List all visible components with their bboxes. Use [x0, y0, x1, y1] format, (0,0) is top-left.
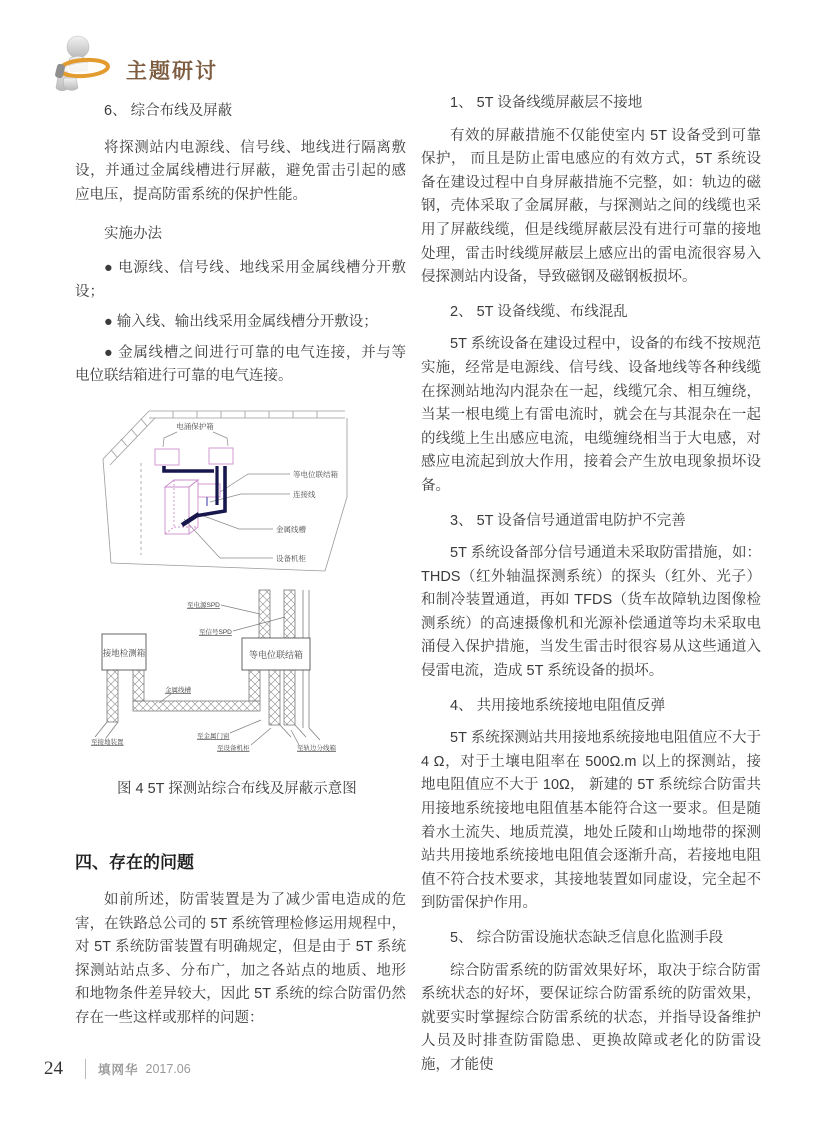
- to-trackside-box-label: 至轨边分线箱: [297, 744, 336, 752]
- bullet-item: ● 输入线、输出线采用金属线槽分开敷设；: [104, 314, 378, 331]
- page-footer: [44, 1058, 191, 1080]
- methods-title: 实施办法: [104, 226, 162, 243]
- page-header: [44, 34, 218, 92]
- metal-trough-label: 金属线槽: [165, 686, 191, 694]
- issue-5-body: 综合防雷系统的防雷效果好坏，取决于综合防雷系统状态的好坏，要保证综合防雷系统的防雷效果，就要实时掌握综合防雷系统的状态，并指导设备维护人员及时排查防雷隐患、更换故障或老化的防雷设施，才能使: [421, 962, 761, 1073]
- issue-1-body: 有效的屏蔽措施不仅能使室内 5T 设备受到可靠保护， 而且是防止雷电感应的有效方式，5T 系统设备在建设过程中自身屏蔽措施不完整，如：轨边的磁钢，壳体采取了金属屏蔽，与探测站之间的线缆也采用了屏蔽线缆，但是线缆屏蔽层没有进行可靠的接地处理，雷击时线缆屏蔽层上感应出的雷电流很容易入侵探测站内设备，导致磁钢及磁钢板损坏。: [421, 127, 761, 286]
- bullet-item: ● 电源线、信号线、地线采用金属线槽分开敷设；: [75, 259, 406, 300]
- equipment-cabinet-label: 设备机柜: [276, 553, 306, 563]
- journal-name: 填网华: [98, 1063, 139, 1077]
- diagram1-labels: [176, 421, 338, 563]
- section-4-paragraph: 如前所述，防雷装置是为了减少雷电造成的危害，在铁路总公司的 5T 系统管理检修运用规程中，对 5T 系统防雷装置有明确规定，但是由于 5T 系统探测站站点多、分布广，加之各站点的地质、地形和地物条件差异较大，因此 5T 系统的综合防雷仍然存在一些这样或那样的问题：: [75, 891, 406, 1026]
- issue-4-body: 5T 系统探测站共用接地系统接地电阻值应不大于 4 Ω，对于土壤电阻率在 500Ω.m 以上的探测站，接地电阻值应不大于 10Ω， 新建的 5T 系统综合防雷共用接地系统接地电阻值基本能符合这一要求。但是随着水土流失、地质荒漠，地处丘陵和山坳地带的探测站共用接地系统接地电阻值会逐渐升高，若接地电阻值不符合技术要求，其接地装置如同虚设，完全起不到防雷保护作用。: [421, 730, 761, 912]
- column-title: 主题研讨: [126, 60, 218, 83]
- to-equipment-cabinet-label: 至设备机柜: [217, 744, 250, 752]
- equipotential-box-label: 等电位联结箱: [248, 649, 304, 660]
- section-4-heading: 四、存在的问题: [75, 852, 194, 872]
- figure-caption: 图 4 5T 探测站综合布线及屏蔽示意图: [117, 780, 357, 797]
- issue-5-title: 5、 综合防雷设施状态缺乏信息化监测手段: [450, 930, 724, 946]
- ground-check-box-label: 接地检测箱: [102, 647, 146, 658]
- equipotential-box-label: 等电位联结箱: [293, 469, 338, 479]
- footer-divider: [85, 1059, 86, 1079]
- to-metal-doors-label: 至金属门窗: [197, 732, 230, 740]
- bullet-item: ● 金属线槽之间进行可靠的电气连接，并与等电位联结箱进行可靠的电气连接。: [75, 344, 406, 385]
- to-ground-device-label: 至接地装置: [91, 738, 124, 746]
- grounding-schematic-diagram: [87, 588, 387, 762]
- surge-box-label: 电涌保护箱: [176, 421, 214, 431]
- issue-2-body: 5T 系统设备在建设过程中，设备的布线不按规范实施，经常是电源线、信号线、设备地线等各种线缆在探测站地沟内混杂在一起，线缆冗余、相互缠绕，当某一根电缆上有雷电流时，就会在与其混杂在一起的线缆上生出感应电流，电缆缠绕相当于大电感，对感应电流起到放大作用，接着会产生放电现象损坏设备。: [421, 336, 761, 494]
- issue-2-title: 2、 5T 设备线缆、布线混乱: [450, 303, 628, 320]
- figure-magnifier-icon: [44, 34, 118, 92]
- issue-3-title: 3、 5T 设备信号通道雷电防护不完善: [450, 512, 686, 529]
- issue-4-title: 4、 共用接地系统接地电阻值反弹: [450, 697, 666, 714]
- page-number: 24: [44, 1058, 63, 1079]
- left-column: [75, 100, 406, 1031]
- cable-runs: [164, 466, 225, 525]
- connection-line-label: 连接线: [293, 489, 316, 499]
- to-power-spd-label: 至电源SPD: [187, 601, 220, 609]
- section-6-title: 6、 综合布线及屏蔽: [104, 103, 233, 119]
- metal-trough-label: 金属线槽: [276, 524, 306, 534]
- issue-date: 2017.06: [145, 1062, 191, 1076]
- figure-4: [75, 405, 406, 798]
- to-signal-spd-label: 至信号SPD: [199, 628, 232, 636]
- section-6-paragraph: 将探测站内电源线、信号线、地线进行隔离敷设，并通过金属线槽进行屏蔽，避免雷击引起的感应电压，提高防雷系统的保护性能。: [75, 139, 406, 203]
- diagram2-labels: [91, 600, 337, 752]
- issue-1-title: 1、 5T 设备线缆屏蔽层不接地: [450, 95, 643, 111]
- issue-3-body: 5T 系统设备部分信号通道未采取防雷措施，如：THDS（红外轴温探测系统）的探头（红外、光子）和制冷装置通道，再如 TFDS（货车故障轨边图像检测系统）的高速摄像机和光源补偿通道等均未采取电涌侵入保护措施，当发生雷击时很容易从这些通道入侵雷电流，造成 5T 系统设备的损坏。: [421, 545, 761, 680]
- room-wiring-diagram: [97, 405, 387, 587]
- right-column: [421, 92, 761, 1089]
